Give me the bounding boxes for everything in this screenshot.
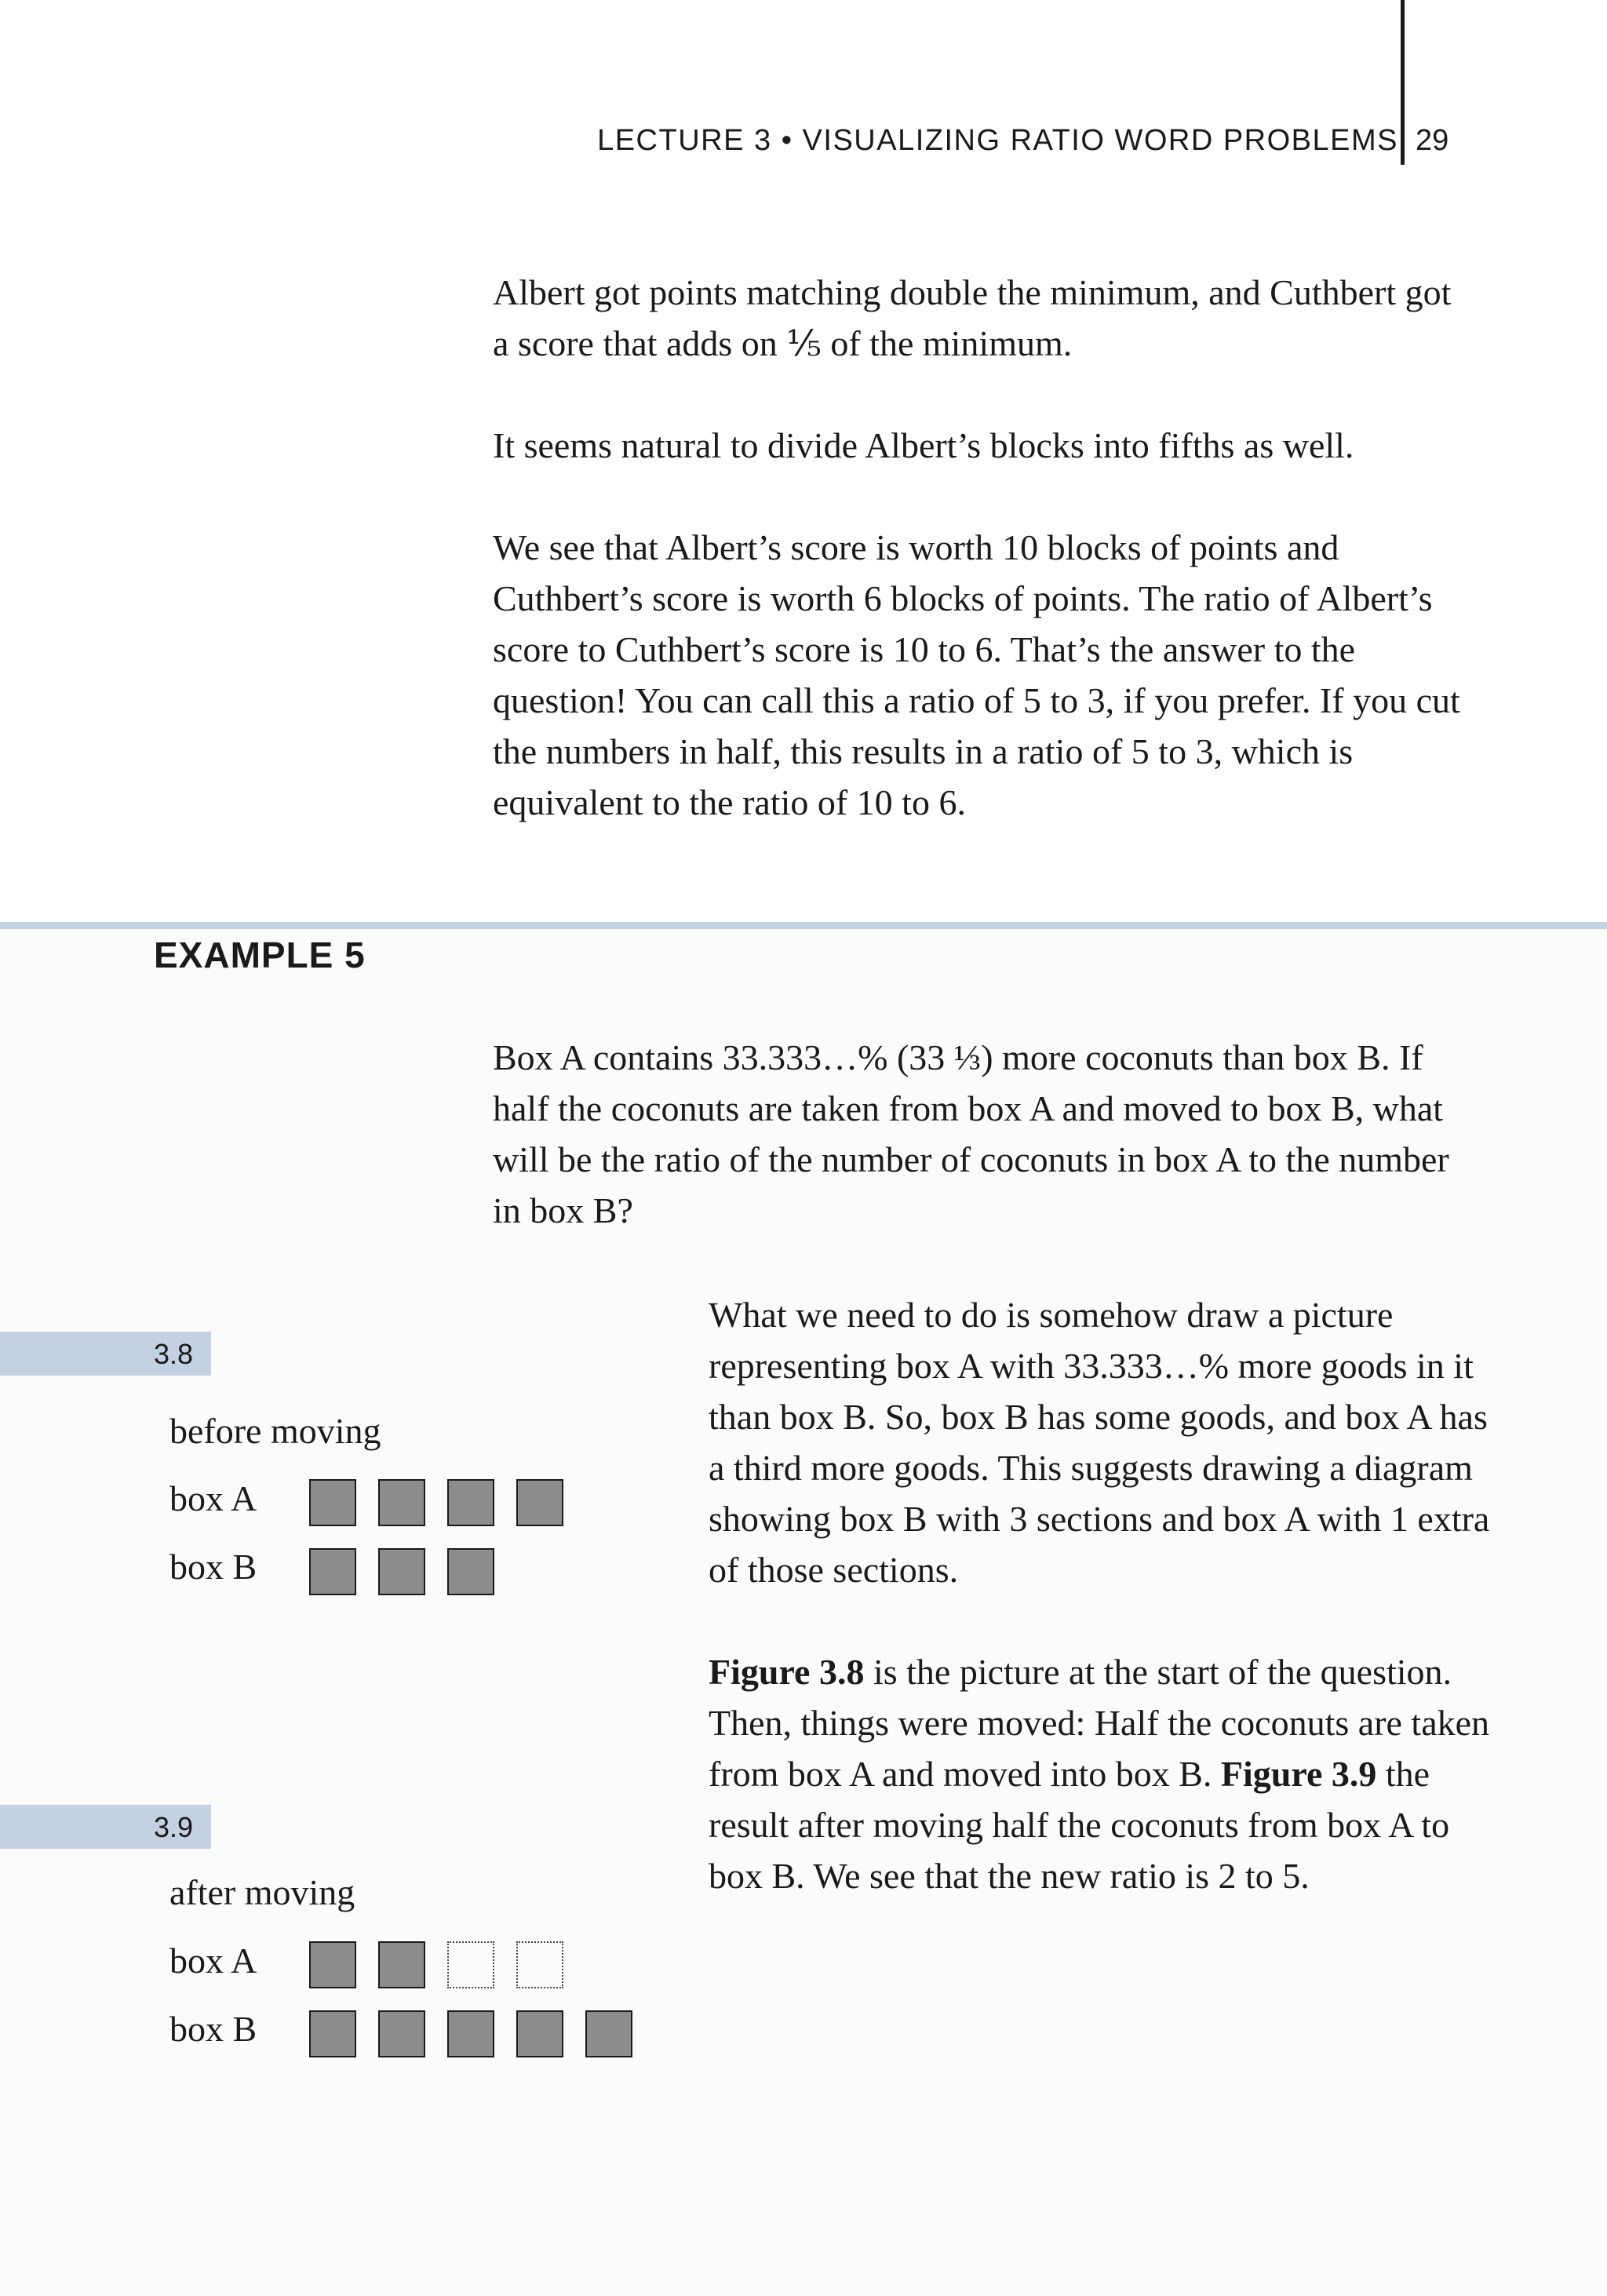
figure-caption: before moving	[169, 1411, 381, 1451]
intro-paragraph: We see that Albert’s score is worth 10 blocks of points and Cuthbert’s score is worth 6 blocks of points. The ratio of Albert’s score to Cuthbert’s score is 10 to 6. That’s the answer to the question! You can call this a ratio of 5 to 3, if you prefer. If you cut the numbers in half, this results in a ratio of 5 to 3, which is equivalent to the ratio of 10 to 6.	[493, 527, 1460, 822]
page-number: 29	[1416, 124, 1449, 157]
filled-block	[378, 2010, 425, 2057]
header-rule	[1401, 0, 1405, 165]
intro-paragraph: It seems natural to divide Albert’s blocks into fifths as well.	[493, 425, 1354, 465]
filled-block	[447, 1548, 494, 1595]
intro-text	[493, 267, 1466, 828]
example-heading: EXAMPLE 5	[154, 935, 366, 975]
empty-block	[447, 1941, 494, 1988]
filled-block	[585, 2010, 632, 2057]
box-label: box B	[169, 2009, 257, 2049]
filled-block	[447, 1479, 494, 1526]
section-divider	[0, 922, 1607, 929]
figure-caption: after moving	[169, 1872, 355, 1912]
filled-block	[516, 2010, 563, 2057]
figure-number: 3.8	[154, 1338, 194, 1370]
filled-block	[309, 1941, 356, 1988]
running-head: LECTURE 3 • VISUALIZING RATIO WORD PROBLEMS	[597, 124, 1398, 157]
empty-block	[516, 1941, 563, 1988]
filled-block	[378, 1548, 425, 1595]
filled-block	[309, 2010, 356, 2057]
intro-paragraph: Albert got points matching double the minimum, and Cuthbert got a score that adds on ⅕ of the minimum.	[493, 272, 1452, 363]
figure-number-tag	[0, 1805, 211, 1849]
figure-reference: Figure 3.8	[709, 1652, 865, 1692]
problem-paragraph: Box A contains 33.333…% (33 ⅓) more coconuts than box B. If half the coconuts are taken from box A and moved to box B, what will be the ratio of the number of coconuts in box A to the number in box B?	[493, 1037, 1449, 1230]
filled-block	[447, 2010, 494, 2057]
filled-block	[516, 1479, 563, 1526]
filled-block	[309, 1548, 356, 1595]
box-label: box B	[169, 1547, 257, 1587]
filled-block	[378, 1479, 425, 1526]
figure-reference: Figure 3.9	[1220, 1754, 1377, 1794]
box-label: box A	[169, 1478, 257, 1518]
explanation-paragraph: Figure 3.8 is the picture at the start of the question. Then, things were moved: Half the coconuts are taken from box A and moved into box B. Figure 3.9 the result after moving half the coconuts from box A to box B. We see that the new ratio is 2 to 5.	[709, 1652, 1490, 1896]
figure-number-tag	[0, 1332, 211, 1376]
filled-block	[378, 1941, 425, 1988]
explanation-paragraph: What we need to do is somehow draw a picture representing box A with 33.333…% more goods in it than box B. So, box B has some goods, and box A has a third more goods. This suggests drawing a diagram showing box B with 3 sections and box A with 1 extra of those sections.	[709, 1295, 1490, 1590]
figure-number: 3.9	[154, 1811, 194, 1843]
problem-text	[493, 1032, 1466, 1236]
explanation-text	[709, 1289, 1501, 1901]
filled-block	[309, 1479, 356, 1526]
box-label: box A	[169, 1941, 257, 1981]
